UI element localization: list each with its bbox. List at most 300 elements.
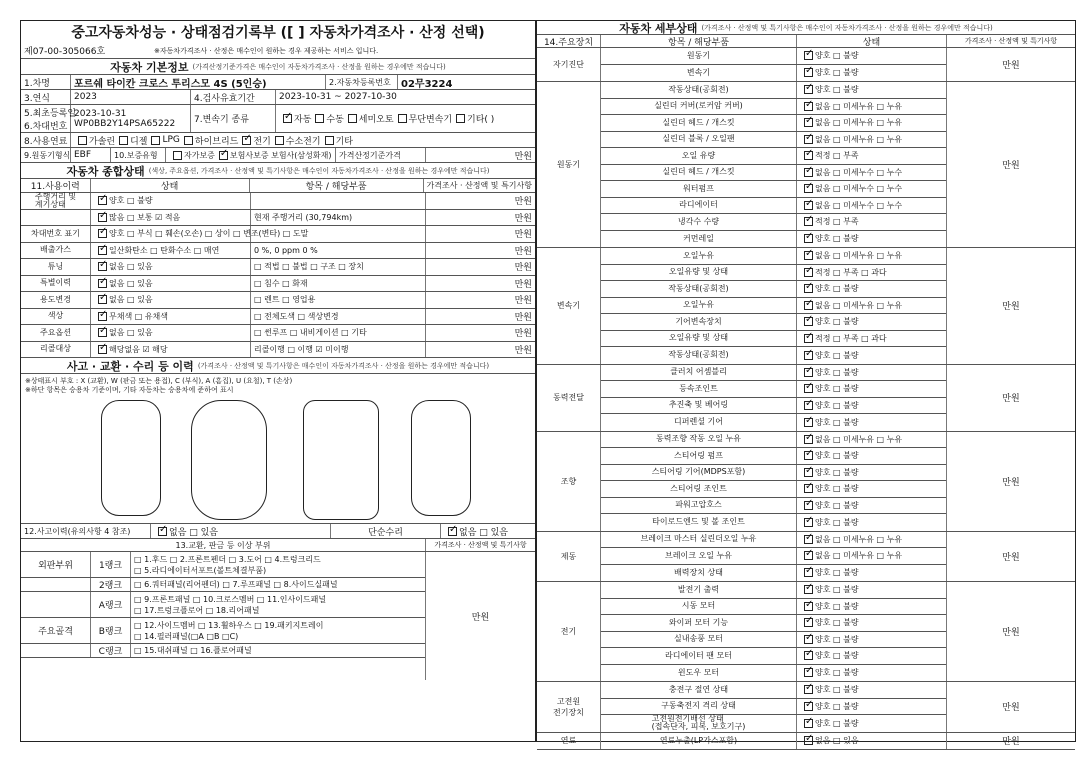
detail-row	[601, 648, 946, 665]
rank-label: 2랭크	[91, 578, 131, 591]
rank-label: B랭크	[91, 618, 131, 643]
detail-row	[601, 632, 946, 649]
detail-status	[797, 532, 946, 548]
summary-item	[251, 193, 426, 209]
detail-item: 워터펌프	[601, 181, 797, 197]
summary-price: 만원	[514, 263, 532, 274]
group-name: 자기진단	[537, 48, 601, 81]
checkbox-icon	[804, 184, 813, 193]
rank-items: □ 1.후드 □ 2.프론트펜더 □ 3.도어 □ 4.트렁크리드 □ 5.라디에이터서포트(볼트체결부품)	[134, 554, 321, 575]
fuel-opt: 기타	[335, 136, 353, 147]
detail-row	[601, 115, 946, 132]
checkbox-icon	[98, 262, 107, 271]
accident-note: (가격조사 · 산정액 및 특기사항은 매수인이 자동차가격조사 · 산정을 원하는 경우에만 적습니다)	[197, 361, 490, 370]
car-side-right-outline	[411, 400, 471, 516]
detail-row	[601, 665, 946, 682]
basic-info-note: (가격산정기준가격은 매수인이 자동차가격조사 · 산정을 원하는 경우에만 적습니다)	[192, 62, 446, 71]
detail-row	[601, 181, 946, 198]
checkbox-icon	[804, 602, 813, 611]
inspection-valid-label: 4.검사유효기간	[191, 90, 276, 104]
checkbox-icon	[98, 345, 107, 354]
sum-header: 11.사용이력	[21, 179, 91, 192]
detail-item: 디퍼렌셜 기어	[601, 414, 797, 431]
document-title: 중고자동차성능 · 상태점검기록부 ([ ] 자동차가격조사 · 산정 선택)	[71, 25, 485, 41]
detail-group	[537, 82, 1075, 248]
detail-item: 시동 모터	[601, 599, 797, 615]
detail-item: 라디에이터	[601, 198, 797, 214]
detail-opts: 없음 □ 미세누유 □ 누유	[815, 300, 903, 310]
detail-status	[797, 648, 946, 664]
detail-item: 동력조향 작동 오일 누유	[601, 432, 797, 448]
detail-row	[601, 398, 946, 415]
detail-item: 충전구 절연 상태	[601, 682, 797, 698]
document-number: 제07-00-305066호	[24, 47, 106, 57]
detail-row	[601, 514, 946, 531]
detail-opts: 양호 □ 불량	[815, 701, 859, 711]
group-price: 만원	[1002, 161, 1020, 171]
checkbox-icon	[804, 702, 813, 711]
summary-status	[91, 259, 251, 275]
detail-header: 14.주요장치	[537, 35, 601, 47]
detail-status	[797, 365, 946, 381]
detail-table	[537, 48, 1075, 750]
summary-price: 만원	[514, 345, 532, 356]
detail-status	[797, 498, 946, 514]
transmission-options	[276, 105, 535, 132]
fuel-opt: 디젤	[130, 136, 148, 147]
detail-opts: 양호 □ 불량	[815, 651, 859, 661]
detail-item: 윈도우 모터	[601, 665, 797, 682]
exchange-title: 13.교환, 판금 등 이상 부위	[21, 539, 426, 551]
fuel-opt: LPG	[162, 135, 180, 145]
first-reg-value: 2023-10-31	[74, 108, 127, 119]
group-name: 동력전달	[537, 365, 601, 431]
detail-row	[601, 615, 946, 632]
detail-status	[797, 231, 946, 248]
detail-item: 작동상태(공회전)	[601, 281, 797, 297]
fuel-opt: 가솔린	[89, 136, 116, 147]
detail-opts: 양호 □ 불량	[815, 500, 859, 510]
detail-opts: 양호 □ 불량	[815, 668, 859, 678]
detail-status	[797, 298, 946, 314]
detail-status	[797, 514, 946, 531]
sum-header: 상태	[91, 179, 250, 192]
detail-opts: 없음 □ 미세누수 □ 누수	[815, 184, 903, 194]
detail-row	[601, 198, 946, 215]
detail-opts: 양호 □ 불량	[815, 234, 859, 244]
checkbox-icon	[804, 585, 813, 594]
car-frame-outline	[303, 400, 379, 520]
detail-status	[797, 414, 946, 431]
checkbox-icon	[804, 234, 813, 243]
vin-value: WP0BB2Y14PSA65222	[74, 118, 176, 129]
detail-status	[797, 481, 946, 497]
checkbox-icon	[804, 401, 813, 410]
detail-opts: 양호 □ 불량	[815, 51, 859, 61]
summary-item: 현재 주행거리 (30,794km)	[251, 210, 426, 226]
detail-item: 실린더 커버(로커암 커버)	[601, 99, 797, 115]
summary-opts: 양호 □ 부식 □ 훼손(오손) □ 상이 □ 변조(변타) □ 도말	[109, 229, 309, 239]
accident-history-label: 12.사고이력(유의사항 4 참조)	[21, 524, 151, 538]
checkbox-icon	[98, 328, 107, 337]
detail-opts: 없음 □ 있음	[815, 736, 859, 746]
checkbox-icon	[804, 284, 813, 293]
summary-status	[91, 193, 251, 209]
summary-status	[91, 292, 251, 308]
basic-info-title: 자동차 기본정보	[110, 60, 189, 74]
rank-items: □ 6.쿼터패널(리어펜더) □ 7.루프패널 □ 8.사이드실패널	[134, 580, 338, 589]
base-price-label: 가격산정기준가격	[336, 148, 426, 162]
warranty-label: 10.보증유형	[111, 148, 166, 162]
summary-row	[21, 309, 535, 326]
detail-item: 실린더 헤드 / 개스킷	[601, 115, 797, 131]
detail-status	[797, 132, 946, 148]
detail-item: 등속조인트	[601, 381, 797, 397]
trans-opt: 기타( )	[467, 115, 495, 125]
car-diagram	[21, 374, 535, 524]
group-name: 연료	[537, 733, 601, 750]
group-price: 만원	[1002, 737, 1020, 748]
engine-type-label: 9.원동기형식	[21, 148, 71, 162]
detail-status	[797, 381, 946, 397]
detail-row	[601, 498, 946, 515]
detail-opts: 없음 □ 미세누유 □ 누유	[815, 134, 903, 144]
detail-row	[601, 248, 946, 265]
detail-item: 브레이크 오일 누유	[601, 548, 797, 564]
detail-item: 실린더 블록 / 오일팬	[601, 132, 797, 148]
checkbox-icon	[804, 51, 813, 60]
detail-row	[601, 214, 946, 231]
detail-status	[797, 115, 946, 131]
summary-opts: 없음 □ 있음	[109, 262, 153, 272]
group-name: 조향	[537, 432, 601, 531]
detail-status	[797, 314, 946, 330]
checkbox-icon	[98, 213, 107, 222]
trans-opt: 자동	[294, 115, 312, 125]
detail-status	[797, 198, 946, 214]
checkbox-icon	[804, 85, 813, 94]
detail-status	[797, 682, 946, 698]
detail-status	[797, 214, 946, 230]
exchange-price-header: 가격조사 · 산정액 및 특기사항	[434, 541, 527, 549]
summary-item: 0 %, 0 ppm 0 %	[251, 243, 426, 259]
detail-opts: 양호 □ 불량	[815, 85, 859, 95]
summary-item: 리콜이행 □ 이행 ☑ 미이행	[251, 342, 426, 358]
checkbox-icon	[804, 719, 813, 728]
checkbox-icon	[804, 518, 813, 527]
summary-status	[91, 226, 309, 242]
summary-row	[21, 292, 535, 309]
checkbox-icon	[456, 114, 465, 123]
car-side-left-outline	[101, 400, 161, 516]
detail-row	[601, 347, 946, 364]
checkbox-icon	[804, 418, 813, 427]
warranty-opt: 자가보증	[184, 150, 215, 160]
detail-status	[797, 699, 946, 715]
detail-opts: 양호 □ 불량	[815, 317, 859, 327]
summary-item: □ 침수 □ 화재	[251, 276, 426, 292]
trans-opt: 세미오토	[358, 115, 394, 125]
fuel-opt: 하이브리드	[194, 136, 239, 147]
checkbox-icon	[804, 135, 813, 144]
base-price-unit: 만원	[514, 151, 532, 162]
summary-label: 주요옵션	[21, 325, 91, 341]
detail-item: 오일유량 및 상태	[601, 331, 797, 347]
detail-row	[601, 532, 946, 549]
group-price: 만원	[1002, 703, 1020, 714]
detail-item: 스티어링 펌프	[601, 448, 797, 464]
detail-row	[601, 414, 946, 431]
detail-item: 구동축전지 격리 상태	[601, 699, 797, 715]
checkbox-icon	[804, 736, 813, 745]
detail-opts: 양호 □ 불량	[815, 585, 859, 595]
group-name: 제동	[537, 532, 601, 582]
detail-opts: 적정 □ 부족 □ 과다	[815, 333, 887, 343]
summary-row	[21, 226, 535, 243]
checkbox-icon	[98, 196, 107, 205]
detail-item: 오일유량 및 상태	[601, 265, 797, 281]
checkbox-icon	[804, 118, 813, 127]
detail-item: 커먼레일	[601, 231, 797, 248]
detail-item: 오일 유량	[601, 148, 797, 164]
summary-status	[91, 309, 251, 325]
detail-group	[537, 532, 1075, 583]
detail-opts: 없음 □ 미세누유 □ 누유	[815, 534, 903, 544]
checkbox-icon	[804, 384, 813, 393]
group-name: 전기	[537, 582, 601, 681]
detail-item: 연료누출(LP가스포함)	[601, 733, 797, 750]
checkbox-icon	[804, 68, 813, 77]
detail-opts: 양호 □ 불량	[815, 685, 859, 695]
checkbox-icon	[348, 114, 357, 123]
detail-item: 작동상태(공회전)	[601, 82, 797, 98]
left-section	[21, 21, 537, 741]
detail-row	[601, 365, 946, 382]
checkbox-icon	[804, 668, 813, 677]
summary-row	[21, 210, 535, 227]
summary-opts: 없음 □ 있음	[109, 278, 153, 288]
simple-repair-opts: 없음 □ 있음	[459, 527, 509, 538]
checkbox-icon	[804, 217, 813, 226]
detail-status	[797, 165, 946, 181]
checkbox-icon	[98, 279, 107, 288]
summary-item	[251, 226, 426, 242]
detail-header: 항목 / 해당부품	[601, 35, 797, 47]
detail-opts: 적정 □ 부족 □ 과다	[815, 267, 887, 277]
transmission-label: 7.변속기 종류	[191, 105, 276, 132]
detail-status	[797, 565, 946, 582]
checkbox-icon	[804, 435, 813, 444]
legend-line: ※하단 항목은 승용차 기준이며, 기타 자동차는 승용차에 준하여 표시	[25, 386, 234, 394]
detail-opts: 양호 □ 불량	[815, 517, 859, 527]
group-price: 만원	[1002, 552, 1020, 563]
detail-opts: 양호 □ 불량	[815, 384, 859, 394]
detail-row	[601, 231, 946, 248]
checkbox-icon	[804, 317, 813, 326]
reg-no-value: 02무3224	[401, 78, 453, 90]
detail-item: 스티어링 조인트	[601, 481, 797, 497]
summary-row	[21, 325, 535, 342]
detail-row	[601, 381, 946, 398]
detail-status	[797, 615, 946, 631]
detail-status	[797, 465, 946, 481]
checkbox-icon	[804, 551, 813, 560]
detail-opts: 없음 □ 미세누유 □ 누유	[815, 101, 903, 111]
detail-group	[537, 248, 1075, 365]
summary-price: 만원	[514, 279, 532, 290]
detail-opts: 양호 □ 불량	[815, 601, 859, 611]
detail-row	[601, 448, 946, 465]
summary-opts: 없음 □ 있음	[109, 328, 153, 338]
checkbox-icon	[98, 312, 107, 321]
summary-opts: 해당없음 ☑ 해당	[109, 344, 168, 354]
fuel-opt: 수소전기	[285, 136, 321, 147]
detail-row	[601, 599, 946, 616]
detail-item: 오일누유	[601, 298, 797, 314]
checkbox-icon	[804, 618, 813, 627]
exchange-table	[21, 552, 535, 680]
detail-status	[797, 665, 946, 682]
detail-status	[797, 331, 946, 347]
summary-status	[91, 243, 251, 259]
checkbox-icon	[804, 484, 813, 493]
detail-item: 배력장치 상태	[601, 565, 797, 582]
rank-label: A랭크	[91, 592, 131, 617]
detail-title: 자동차 세부상태	[619, 21, 698, 35]
summary-table	[21, 193, 535, 358]
sum-header: 항목 / 해당부품	[250, 179, 424, 192]
rank-label: C랭크	[91, 644, 131, 657]
detail-item: 실린더 헤드 / 개스킷	[601, 165, 797, 181]
detail-status	[797, 265, 946, 281]
detail-opts: 양호 □ 불량	[815, 417, 859, 427]
detail-opts: 양호 □ 불량	[815, 484, 859, 494]
detail-status	[797, 432, 946, 448]
accident-title: 사고 · 교환 · 수리 등 이력	[66, 359, 194, 373]
right-section	[537, 21, 1075, 748]
summary-price: 만원	[514, 246, 532, 257]
detail-opts: 없음 □ 미세누수 □ 누수	[815, 200, 903, 210]
detail-opts: 양호 □ 불량	[815, 467, 859, 477]
group-price: 만원	[1002, 61, 1020, 71]
year-label: 3.연식	[21, 90, 71, 104]
summary-price: 만원	[514, 230, 532, 241]
rank-items: □ 9.프론트패널 □ 10.크로스멤버 □ 11.인사이드패널 □ 17.트렁크플로어 □ 18.리어패널	[134, 594, 327, 615]
checkbox-icon	[804, 351, 813, 360]
exchange-price: 만원	[471, 612, 490, 623]
detail-opts: 적정 □ 부족	[815, 151, 859, 161]
legend-line: ※상태표시 부호 : X (교환), W (판금 또는 용접), C (부식), A (흠집), U (요철), T (손상)	[25, 377, 293, 385]
detail-status	[797, 181, 946, 197]
summary-label: 색상	[21, 309, 91, 325]
detail-opts: 양호 □ 불량	[815, 68, 859, 78]
detail-opts: 양호 □ 불량	[815, 718, 859, 728]
detail-opts: 양호 □ 불량	[815, 350, 859, 360]
summary-price: 만원	[514, 329, 532, 340]
checkbox-icon	[804, 201, 813, 210]
detail-status	[797, 347, 946, 364]
detail-status	[797, 65, 946, 82]
detail-item: 실내송풍 모터	[601, 632, 797, 648]
outer-panel-label: 외판부위	[21, 552, 91, 577]
detail-opts: 없음 □ 미세누유 □ 누유	[815, 551, 903, 561]
detail-row	[601, 298, 946, 315]
summary-price: 만원	[514, 312, 532, 323]
detail-status	[797, 48, 946, 64]
detail-opts: 양호 □ 불량	[815, 634, 859, 644]
summary-row	[21, 193, 535, 210]
summary-status	[91, 276, 251, 292]
detail-row	[601, 165, 946, 182]
detail-header: 가격조사 · 산정액 및 특기사항	[964, 37, 1058, 45]
summary-opts: 많음 □ 보통 ☑ 적음	[109, 212, 181, 222]
detail-header: 상태	[797, 35, 947, 47]
detail-status	[797, 599, 946, 615]
detail-status	[797, 248, 946, 264]
checkbox-icon	[804, 685, 813, 694]
detail-status	[797, 448, 946, 464]
group-price: 만원	[1002, 628, 1020, 638]
detail-row	[601, 733, 946, 750]
summary-label: 주행거리 및 계기상태	[21, 193, 91, 209]
detail-status	[797, 99, 946, 115]
checkbox-icon	[804, 635, 813, 644]
detail-item: 원동기	[601, 48, 797, 64]
detail-row	[601, 331, 946, 348]
checkbox-icon	[804, 334, 813, 343]
checkbox-icon	[98, 295, 107, 304]
detail-item: 냉각수 수량	[601, 214, 797, 230]
summary-label: 차대번호 표기	[21, 226, 91, 242]
detail-row	[601, 82, 946, 99]
detail-row	[601, 314, 946, 331]
summary-opts: 일산화탄소 □ 탄화수소 □ 매연	[109, 245, 220, 255]
summary-price: 만원	[514, 213, 532, 224]
summary-label: 용도변경	[21, 292, 91, 308]
engine-type-value: EBF	[71, 148, 111, 162]
main-frame-label: 주요골격	[21, 618, 91, 643]
group-name: 변속기	[537, 248, 601, 364]
detail-group	[537, 432, 1075, 532]
car-top-outline	[191, 400, 267, 520]
detail-row	[601, 132, 946, 149]
detail-opts: 양호 □ 불량	[815, 618, 859, 628]
checkbox-icon	[804, 251, 813, 260]
detail-row	[601, 148, 946, 165]
detail-opts: 양호 □ 불량	[815, 367, 859, 377]
model-label: 1.차명	[21, 75, 71, 89]
detail-item: 변속기	[601, 65, 797, 82]
summary-price: 만원	[514, 197, 532, 208]
summary-row	[21, 243, 535, 260]
trans-opt: 수동	[326, 115, 344, 125]
detail-row	[601, 548, 946, 565]
detail-group	[537, 733, 1075, 751]
detail-row	[601, 565, 946, 582]
group-price: 만원	[1002, 394, 1020, 404]
detail-row	[601, 465, 946, 482]
detail-item: 발전기 출력	[601, 582, 797, 598]
detail-status	[797, 148, 946, 164]
checkbox-icon	[804, 102, 813, 111]
detail-opts: 없음 □ 미세누유 □ 누유	[815, 118, 903, 128]
simple-repair-label: 단순수리	[331, 524, 441, 538]
document-note: ※자동차가격조사 · 산정은 매수인이 원하는 경우 제공하는 서비스 입니다.	[154, 46, 379, 55]
detail-row	[601, 481, 946, 498]
checkbox-icon	[98, 229, 107, 238]
detail-row	[601, 582, 946, 599]
summary-status	[91, 210, 251, 226]
